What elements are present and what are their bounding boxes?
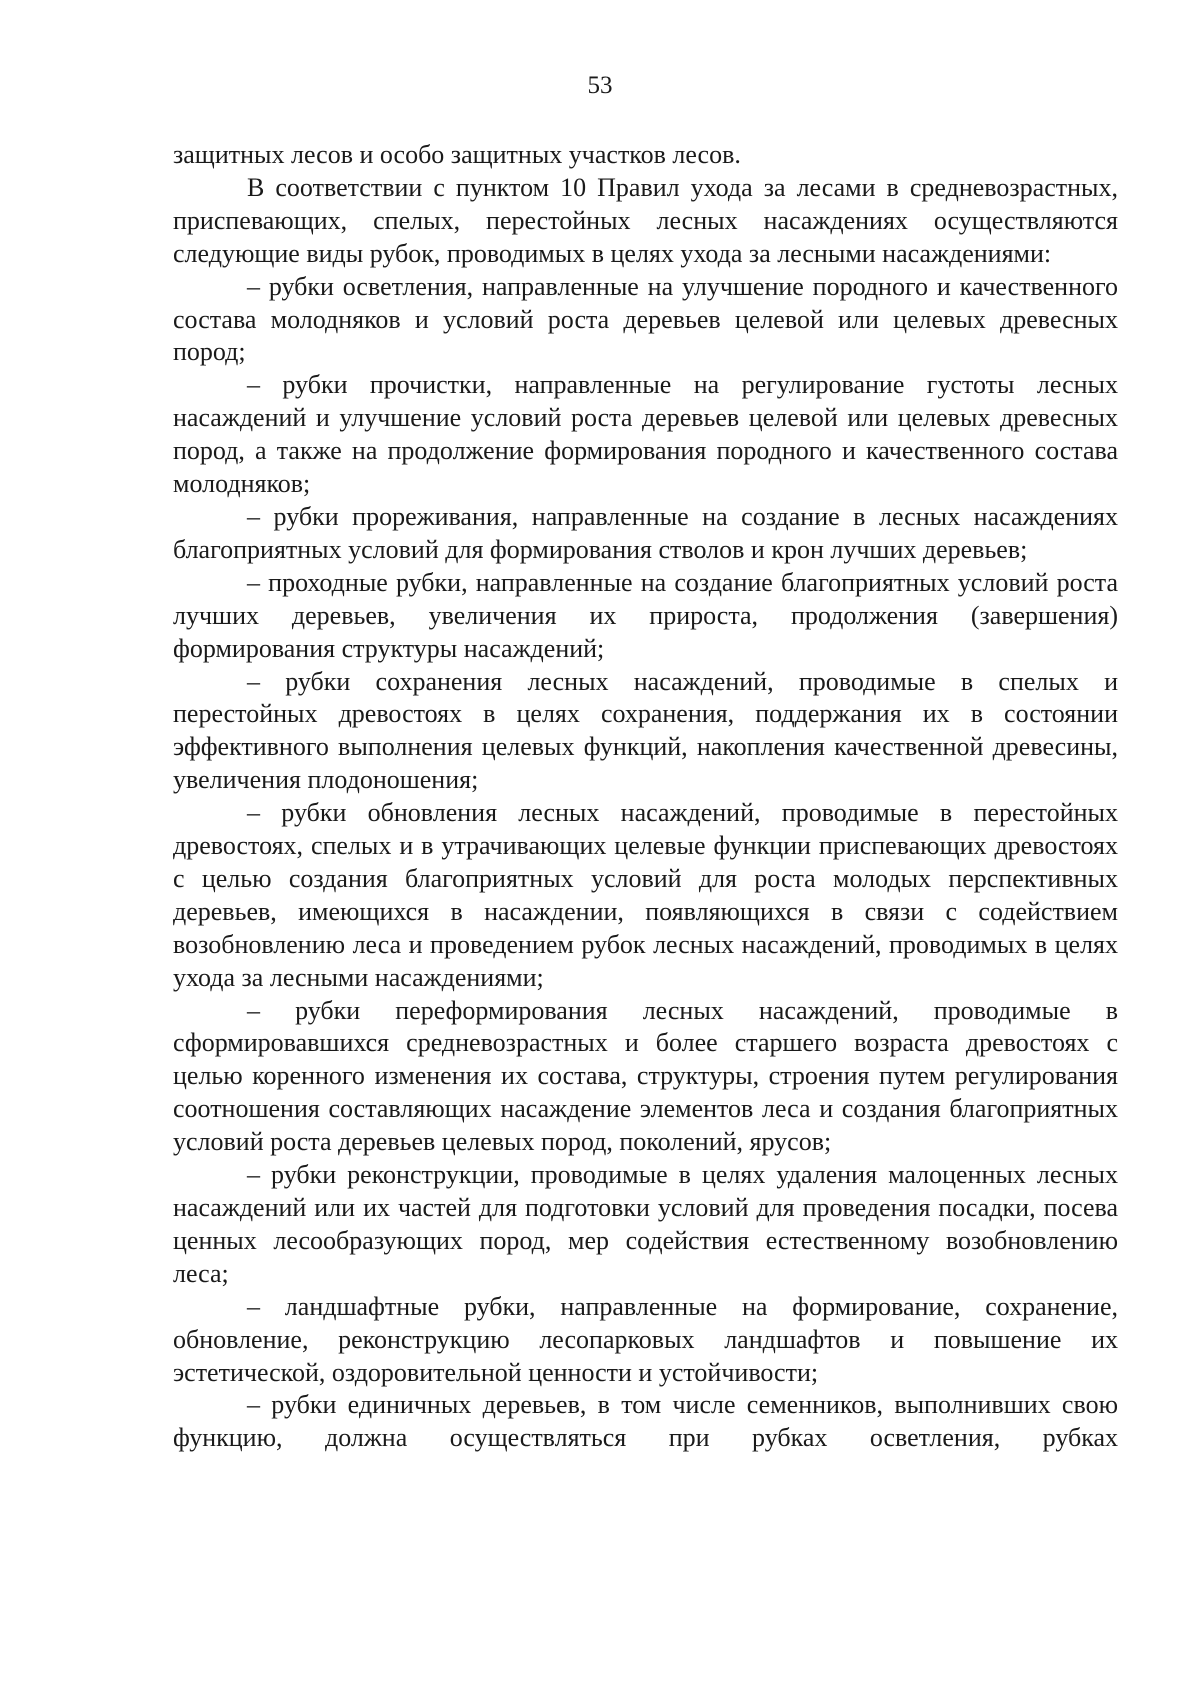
paragraph-intro: В соответствии с пунктом 10 Правил ухода за лесами в средневозрастных, приспевающих, спелых, перестойных лесных насаждениях осуществляются следующие виды рубок, проводимых в целях ухода за лесными насаждениями:: [173, 172, 1118, 268]
list-item-prorezhivanie: – рубки прореживания, направленные на создание в лесных насаждениях благоприятных условий для формирования стволов и крон лучших деревьев;: [173, 501, 1118, 564]
list-item-pereformirovanie: – рубки переформирования лесных насаждений, проводимые в сформировавшихся средневозрастных и более старшего возраста древостоях с целью коренного изменения их состава, структуры, строения путем регулирования соотношения составляющих насаждение элементов леса и создания благоприятных условий роста деревьев целевых пород, поколений, ярусов;: [173, 995, 1118, 1157]
list-item-sohranenie: – рубки сохранения лесных насаждений, проводимые в спелых и перестойных древостоях в целях сохранения, поддержания их в состоянии эффективного выполнения целевых функций, накопления качественной древесины, увеличения плодоношения;: [173, 666, 1118, 795]
list-item-rekonstrukciya: – рубки реконструкции, проводимые в целях удаления малоценных лесных насаждений или их частей для подготовки условий для проведения посадки, посева ценных лесообразующих пород, мер содействия естественному возобновлению леса;: [173, 1160, 1118, 1288]
list-item-prochistka: – рубки прочистки, направленные на регулирование густоты лесных насаждений и улучшение условий роста деревьев целевой или целевых древесных пород, а также на продолжение формирования породного и качественного состава молодняков;: [173, 370, 1118, 499]
page-number: 53: [587, 72, 613, 99]
list-item-landshaftnye: – ландшафтные рубки, направленные на формирование, сохранение, обновление, реконструкцию лесопарковых ландшафтов и повышение их эстетической, оздоровительной ценности и устойчивости;: [173, 1291, 1118, 1387]
paragraph-continuation: защитных лесов и особо защитных участков лесов.: [173, 140, 741, 169]
list-item-obnovlenie: – рубки обновления лесных насаждений, проводимые в перестойных древостоях, спелых и в утрачивающих целевые функции приспевающих древостоях с целью создания благоприятных условий для роста молодых перспективных деревьев, имеющихся в насаждении, появляющихся в связи с содействием возобновлению леса и проведением рубок лесных насаждений, проводимых в целях ухода за лесными насаждениями;: [173, 798, 1118, 992]
list-item-prohodnye: – проходные рубки, направленные на создание благоприятных условий роста лучших деревьев, увеличения их прироста, продолжения (завершения) формирования структуры насаждений;: [173, 567, 1118, 663]
list-item-edinichnye: – рубки единичных деревьев, в том числе семенников, выполнивших свою функцию, должна осуществляться при рубках осветления, рубках: [173, 1390, 1118, 1453]
document-body: [173, 139, 1118, 1455]
list-item-osvetlenie: – рубки осветления, направленные на улучшение породного и качественного состава молодняков и условий роста деревьев целевой или целевых древесных пород;: [173, 271, 1118, 367]
